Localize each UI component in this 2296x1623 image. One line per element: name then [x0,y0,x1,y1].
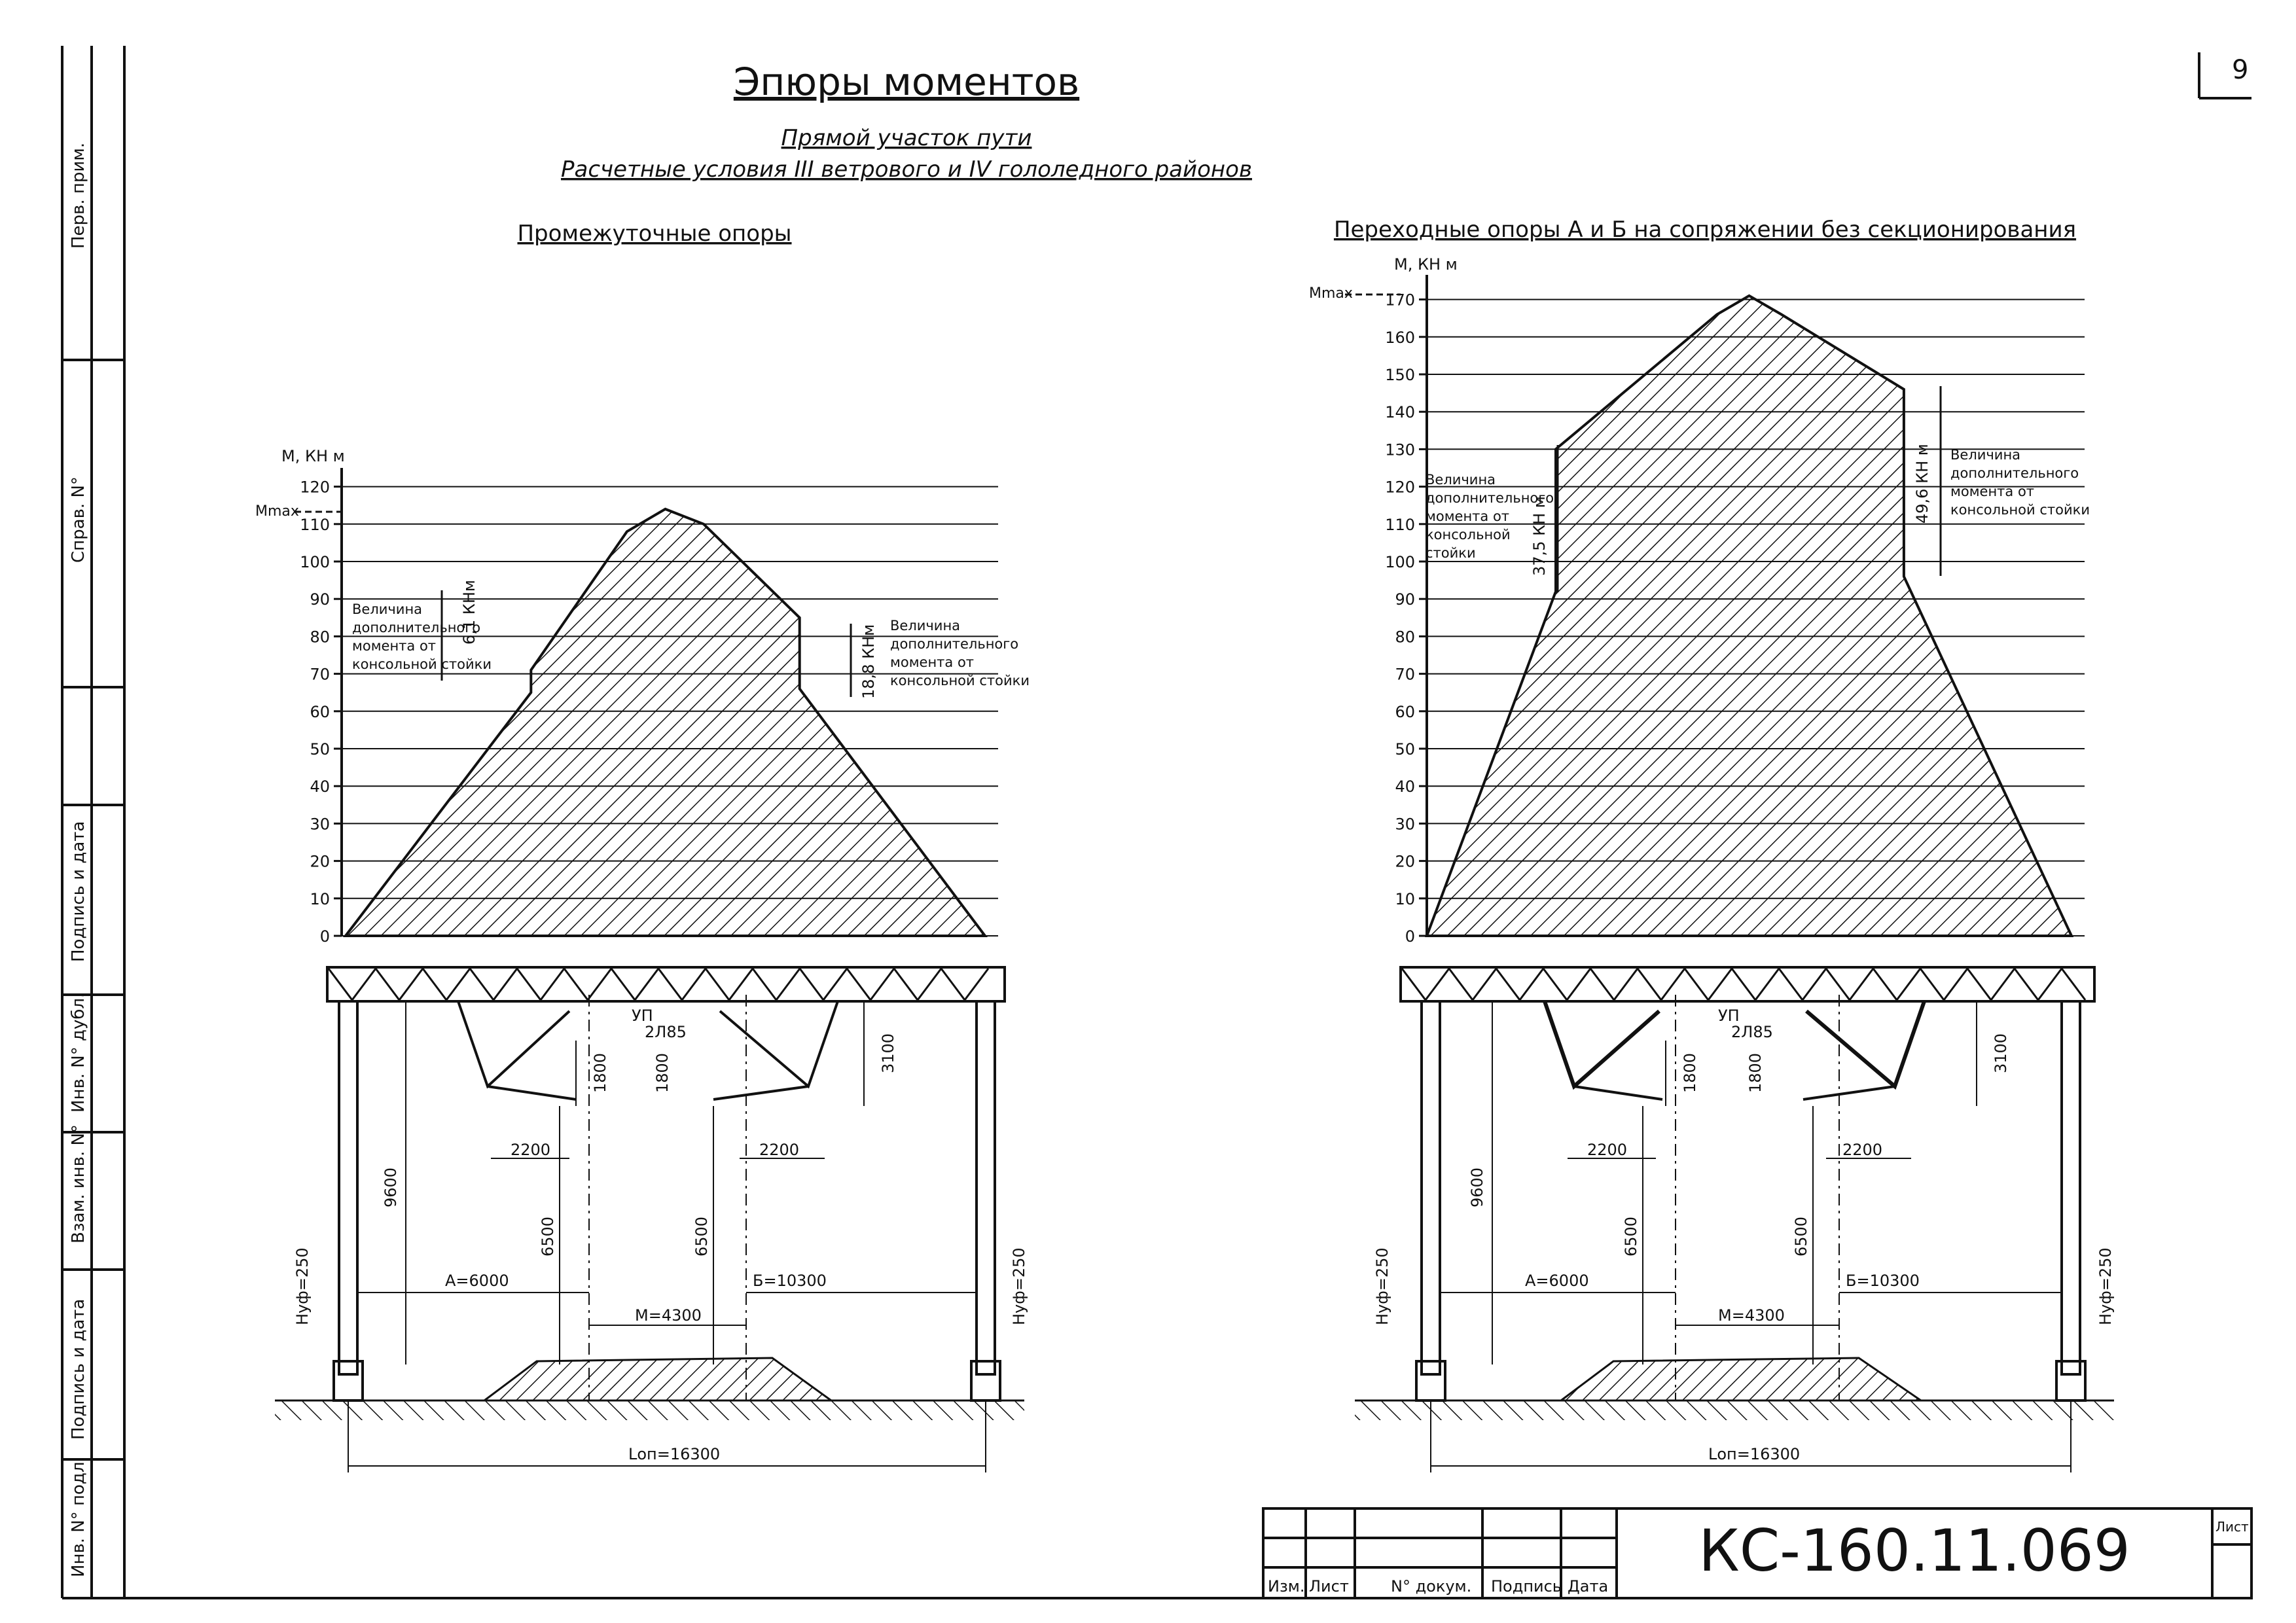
annot-line: консольной стойки [1950,502,2090,518]
dim-2200: 2200 [511,1141,551,1159]
left-dim-moment-right: 18,8 КНм [859,624,878,699]
margin-label-1: Перв. прим. [69,142,88,249]
dim-hf: Нуф=250 [2096,1247,2115,1325]
annot-line: Величина [352,601,423,617]
annot-line: момента от [1950,484,2035,499]
tb-col: Лист [1309,1577,1349,1596]
annot-line: Величина [890,618,961,633]
right-ballast [1561,1358,1921,1400]
annot-line: консольной стойки [890,673,1030,688]
annot-line: момента от [352,638,437,654]
tick-label: 70 [310,665,330,684]
dim-m: М=4300 [1718,1306,1785,1325]
right-moment-chart [1309,255,2090,946]
margin-label-5: Взам. инв. N° [69,1124,88,1243]
dim-a: А=6000 [445,1272,509,1290]
tick-label: 120 [300,478,330,497]
right-dim-moment-right: 49,6 КН м [1913,444,1931,524]
left-margin-labels [69,143,88,1577]
right-post-a [1422,1001,1440,1374]
right-dim-moment-left: 37,5 КН м [1530,496,1549,576]
tick-label: 100 [1385,553,1415,571]
dim-hf: Нуф=250 [293,1247,312,1325]
annot-line: консольной стойки [352,656,492,672]
tick-label: 10 [1395,889,1415,908]
tick-label: 0 [319,927,330,946]
annot-line: Величина [1950,447,2021,463]
tick-label: 0 [1405,927,1415,946]
tick-label: 150 [1385,366,1415,384]
dim-6500: 6500 [539,1216,557,1257]
page-title: Эпюры моментов [733,60,1080,104]
document-code: КС-160.11.069 [1698,1517,2130,1584]
tick-label: 90 [1395,590,1415,609]
tick-label: 10 [310,889,330,908]
dim-6500: 6500 [692,1216,711,1257]
left-truss-web [329,969,988,1000]
dim-hf: Нуф=250 [1010,1247,1028,1325]
tick-label: 20 [1395,852,1415,871]
right-truss-web [1402,969,2085,1000]
tb-col: N° докум. [1391,1577,1472,1596]
tick-label: 120 [1385,478,1415,497]
tick-label: 130 [1385,440,1415,459]
tick-label: 40 [310,777,330,796]
margin-label-7: Инв. N° подл. [69,1456,88,1577]
annot-line: стойки [1426,545,1476,561]
annot-line: консольной [1426,527,1511,543]
page-subtitle-2: Расчетные условия III ветрового и IV гололедного районов [561,156,1252,183]
annot-line: дополнительного [1950,465,2079,481]
left-ground [275,1400,1024,1420]
tick-label: 110 [1385,515,1415,534]
up-code: 2Л85 [1731,1023,1773,1041]
dim-2200: 2200 [759,1141,800,1159]
tick-label: 50 [1395,740,1415,758]
dim-1800: 1800 [1746,1052,1765,1093]
left-moment-chart [255,447,1030,946]
left-moment-area [346,509,985,936]
tb-col: Изм. [1268,1577,1305,1596]
right-ground [1355,1400,2114,1420]
tb-sheet-label: Лист [2215,1519,2249,1535]
margin-label-4: Инв. N° дубл. [69,992,88,1113]
dim-2200: 2200 [1587,1141,1628,1159]
dim-1800: 1800 [653,1052,672,1093]
tick-label: 80 [310,628,330,647]
tick-label: 140 [1385,403,1415,422]
sheet-corner-number: 9 [2232,55,2249,85]
dim-6500: 6500 [1792,1216,1810,1257]
dim-3100: 3100 [879,1033,897,1073]
page-subtitle-1: Прямой участок пути [781,125,1032,151]
tb-col: Дата [1568,1577,1609,1596]
dim-m: М=4300 [635,1306,702,1325]
dim-l: Lоп=16300 [1708,1445,1801,1463]
up-code: 2Л85 [645,1023,687,1041]
annot-line: дополнительного [1426,490,1554,506]
dim-1800: 1800 [591,1052,609,1093]
annot-line: момента от [890,654,975,670]
left-mmax-label: Mmax [255,503,299,520]
left-post-a [339,1001,357,1374]
dim-b: Б=10300 [753,1272,827,1290]
dim-a: А=6000 [1525,1272,1589,1290]
dim-6500: 6500 [1622,1216,1640,1257]
tick-label: 80 [1395,628,1415,647]
tick-label: 160 [1385,328,1415,347]
dim-1800: 1800 [1681,1052,1699,1093]
annot-line: момента от [1426,508,1510,524]
right-annot-right [1950,447,2090,518]
up-label: УП [1718,1007,1740,1025]
tick-label: 60 [1395,702,1415,721]
dim-b: Б=10300 [1846,1272,1920,1290]
left-dim-moment-left: 6,1 КНм [460,580,478,645]
tb-col: Подпись [1491,1577,1562,1596]
tick-label: 30 [310,815,330,834]
dim-9600: 9600 [1468,1167,1486,1207]
tick-label: 110 [300,515,330,534]
left-axis-label: M, КН м [281,447,345,465]
right-tick-labels [1385,291,1415,946]
right-post-b [2062,1001,2080,1374]
dim-3100: 3100 [1992,1033,2010,1073]
dim-hf: Нуф=250 [1373,1247,1391,1325]
tick-label: 20 [310,852,330,871]
dim-2200: 2200 [1842,1141,1883,1159]
tick-label: 100 [300,553,330,571]
right-axis-label: M, КН м [1394,255,1458,274]
left-post-b [977,1001,995,1374]
left-diagram-title: Промежуточные опоры [517,221,792,247]
tick-label: 50 [310,740,330,758]
annot-line: дополнительного [890,636,1019,652]
tick-label: 40 [1395,777,1415,796]
margin-label-3: Подпись и дата [69,821,88,962]
annot-line: дополнительного [352,620,481,635]
tick-label: 170 [1385,291,1415,310]
right-mmax-label: Mmax [1309,285,1353,302]
left-ballast [484,1358,831,1400]
left-annot-right [890,618,1030,688]
tick-label: 30 [1395,815,1415,834]
margin-label-6: Подпись и дата [69,1298,88,1440]
margin-label-2: Справ. N° [69,476,88,563]
dim-l: Lоп=16300 [628,1445,721,1463]
left-structure [275,967,1024,1472]
right-moment-area [1427,296,2072,936]
left-tick-labels [300,478,330,946]
dim-9600: 9600 [382,1167,400,1207]
tick-label: 70 [1395,665,1415,684]
right-diagram-title: Переходные опоры А и Б на сопряжении без секционирования [1333,217,2077,243]
up-label: УП [632,1007,653,1025]
annot-line: Величина [1426,472,1496,488]
tick-label: 60 [310,702,330,721]
tick-label: 90 [310,590,330,609]
